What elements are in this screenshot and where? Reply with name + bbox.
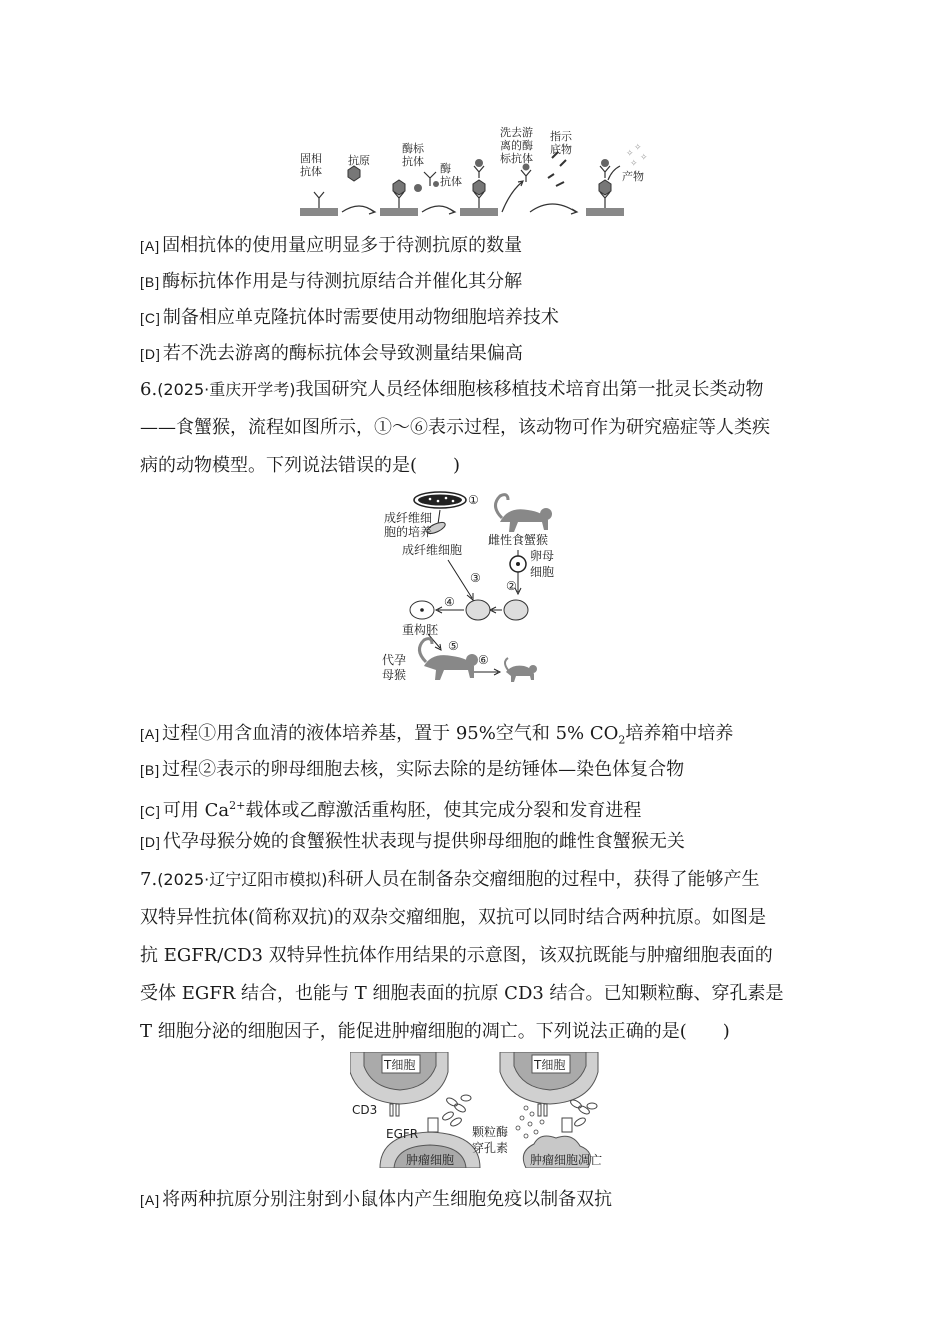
option-text: 载体或乙醇激活重构胚，使其完成分裂和发育进程 xyxy=(245,800,642,821)
q6-option-b[interactable] xyxy=(140,758,684,782)
elisa-label-wash-3: 标抗体 xyxy=(500,152,533,165)
option-text: 代孕母猴分娩的食蟹猴性状表现与提供卵母细胞的雌性食蟹猴无关 xyxy=(162,831,685,852)
elisa-label-enzyme: 酶 xyxy=(440,162,451,175)
q7-stem-line-5: T 细胞分泌的细胞因子，能促进肿瘤细胞的凋亡。下列说法正确的是( ) xyxy=(140,1021,730,1042)
svg-text:✧: ✧ xyxy=(634,143,642,153)
bispecific-figure xyxy=(350,1052,612,1168)
option-tag: [A] xyxy=(140,1192,161,1208)
q5-option-a[interactable] xyxy=(140,234,522,258)
option-text: 酶标抗体作用是与待测抗原结合并催化其分解 xyxy=(162,271,523,292)
option-tag: [B] xyxy=(140,274,161,290)
q5-option-d[interactable] xyxy=(140,342,523,366)
embryo-label: 重构胚 xyxy=(402,623,439,637)
q6-option-c[interactable] xyxy=(140,794,641,823)
elisa-label-wash-1: 洗去游 xyxy=(500,126,533,139)
elisa-label-substrate-2: 底物 xyxy=(550,143,572,156)
svg-text:✧: ✧ xyxy=(626,149,634,159)
q6-option-a[interactable] xyxy=(140,722,733,753)
option-tag: [A] xyxy=(140,726,161,742)
question-source: (2025·重庆开学考) xyxy=(157,380,296,399)
perforin-label: 穿孔素 xyxy=(472,1141,509,1155)
subscript: 2 xyxy=(618,733,626,747)
oocyte-label-1: 卵母 xyxy=(530,549,555,563)
q7-stem-line-4: 受体 EGFR 结合，也能与 T 细胞表面的抗原 CD3 结合。已知颗粒酶、穿孔素是 xyxy=(140,983,784,1004)
option-tag: [C] xyxy=(140,310,161,326)
option-text: 过程①用含血清的液体培养基，置于 95%空气和 5% CO xyxy=(162,723,619,744)
step-3-label: ③ xyxy=(470,571,481,585)
question-number: 6. xyxy=(140,379,158,400)
q6-option-d[interactable] xyxy=(140,830,685,854)
fibro-culture-label-2: 胞的培养 xyxy=(384,525,433,539)
elisa-label-antigen: 抗原 xyxy=(348,154,370,167)
step-5-label: ⑤ xyxy=(448,639,459,653)
elisa-label-wash-2: 离的酶 xyxy=(500,139,533,152)
option-text: 可用 Ca xyxy=(162,800,230,821)
superscript: 2+ xyxy=(229,799,246,812)
option-text: 过程②表示的卵母细胞去核，实际去除的是纺锤体—染色体复合物 xyxy=(162,759,685,780)
q6-stem-line-3: 病的动物模型。下列说法错误的是( ) xyxy=(140,455,461,476)
egfr-label: EGFR xyxy=(386,1127,419,1141)
question-number: 7. xyxy=(140,869,158,890)
step-4-label: ④ xyxy=(444,595,455,609)
q5-option-b[interactable] xyxy=(140,270,522,294)
option-text: 固相抗体的使用量应明显多于待测抗原的数量 xyxy=(162,235,523,256)
step-1-label: ① xyxy=(468,493,479,507)
step-2-label: ② xyxy=(506,579,517,593)
q7-stem-line-2: 双特异性抗体(简称双抗)的双杂交瘤细胞，双抗可以同时结合两种抗原。如图是 xyxy=(140,907,767,928)
surrogate-label-1: 代孕 xyxy=(382,653,407,667)
elisa-label-solid-2: 抗体 xyxy=(300,165,322,178)
option-text: 将两种抗原分别注射到小鼠体内产生细胞免疫以制备双抗 xyxy=(162,1189,613,1210)
elisa-label-substrate-1: 指示 xyxy=(550,130,572,143)
question-source: (2025·辽宁辽阳市模拟) xyxy=(157,870,328,889)
q7-stem-line-1 xyxy=(140,868,759,892)
q7-stem-line-3: 抗 EGFR/CD3 双特异性抗体作用结果的示意图，该双抗既能与肿瘤细胞表面的 xyxy=(140,945,773,966)
oocyte-label-2: 细胞 xyxy=(530,565,555,579)
fibro-culture-label-1: 成纤维细 xyxy=(384,511,433,525)
female-monkey-label: 雌性食蟹猴 xyxy=(488,533,549,547)
elisa-label-solid-1: 固相 xyxy=(300,152,322,165)
option-text: 培养箱中培养 xyxy=(625,723,734,744)
cloning-figure xyxy=(378,488,578,688)
step-6-label: ⑥ xyxy=(478,653,489,667)
option-tag: [A] xyxy=(140,238,161,254)
svg-text:✧: ✧ xyxy=(630,159,638,169)
tumor-cell-label: 肿瘤细胞 xyxy=(406,1153,455,1167)
elisa-label-enz-1: 酶标 xyxy=(402,142,424,155)
elisa-label-antibody: 抗体 xyxy=(440,175,462,188)
stem-text: 我国研究人员经体细胞核移植技术培育出第一批灵长类动物 xyxy=(295,379,764,400)
stem-text: 科研人员在制备杂交瘤细胞的过程中，获得了能够产生 xyxy=(327,869,760,890)
surrogate-label-2: 母猴 xyxy=(382,668,407,682)
elisa-label-product: 产物 xyxy=(622,170,644,183)
q6-stem-line-1 xyxy=(140,378,763,402)
option-tag: [C] xyxy=(140,803,161,819)
granzyme-label: 颗粒酶 xyxy=(472,1125,509,1139)
option-tag: [B] xyxy=(140,762,161,778)
option-text: 制备相应单克隆抗体时需要使用动物细胞培养技术 xyxy=(162,307,559,328)
option-tag: [D] xyxy=(140,834,161,850)
svg-text:✧: ✧ xyxy=(640,153,648,163)
t-cell-label-1: T细胞 xyxy=(384,1058,416,1072)
cd3-label: CD3 xyxy=(352,1103,378,1117)
t-cell-label-2: T细胞 xyxy=(534,1058,566,1072)
q6-stem-line-2: ——食蟹猴，流程如图所示，①～⑥表示过程，该动物可作为研究癌症等人类疾 xyxy=(140,417,770,438)
q5-option-c[interactable] xyxy=(140,306,559,330)
elisa-figure xyxy=(290,122,670,222)
tumor-apoptosis-label: 肿瘤细胞凋亡 xyxy=(530,1153,603,1167)
q7-option-a[interactable] xyxy=(140,1188,612,1212)
elisa-label-enz-2: 抗体 xyxy=(402,155,424,168)
option-text: 若不洗去游离的酶标抗体会导致测量结果偏高 xyxy=(162,343,523,364)
fibroblast-label: 成纤维细胞 xyxy=(402,543,463,557)
option-tag: [D] xyxy=(140,346,161,362)
